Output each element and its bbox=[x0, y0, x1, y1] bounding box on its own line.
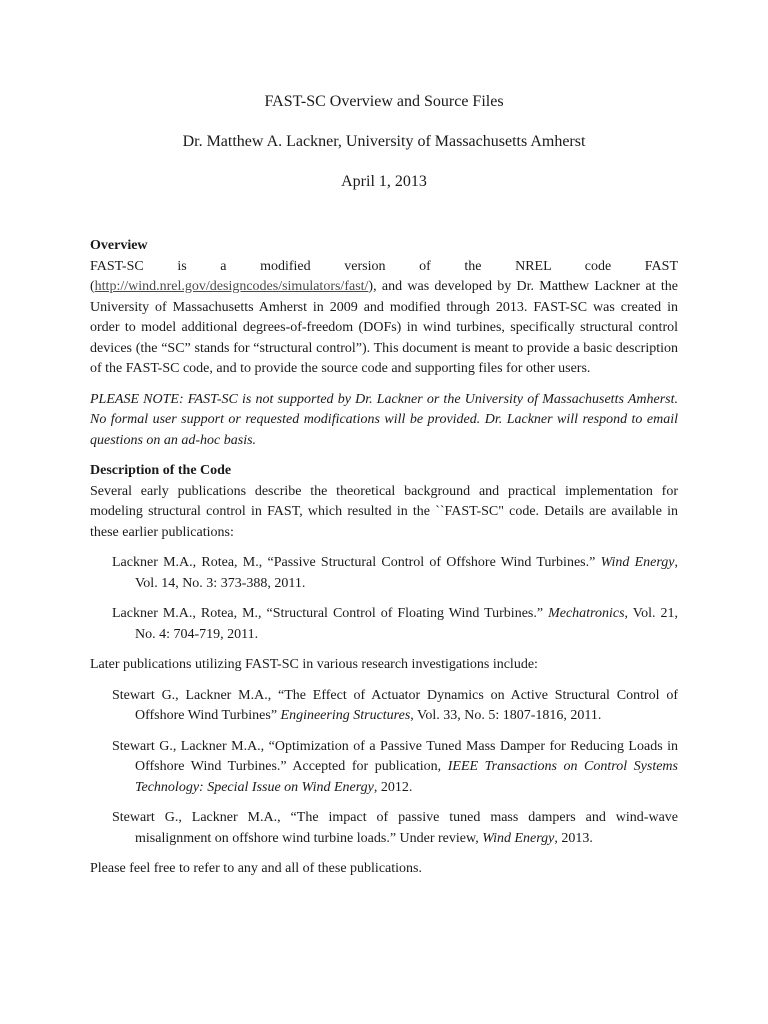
ref-journal: Engineering Structures bbox=[280, 708, 411, 723]
overview-first-line: FAST-SC is a modified version of the NREL code FAST bbox=[90, 258, 678, 274]
overview-heading: Overview bbox=[90, 238, 148, 253]
description-section bbox=[90, 461, 678, 880]
description-heading: Description of the Code bbox=[90, 463, 232, 478]
ref-details: , Vol. 33, No. 5: 1807-1816, 2011. bbox=[410, 708, 602, 723]
document-page bbox=[90, 92, 678, 880]
closing-line: Please feel free to refer to any and all of these publications. bbox=[90, 861, 422, 876]
ref-details: , Vol. 14, No. 3: 373-388, 2011. bbox=[135, 555, 678, 591]
overview-paragraph bbox=[90, 277, 678, 380]
ref-journal: Wind Energy bbox=[482, 830, 555, 846]
reference-item bbox=[90, 604, 678, 645]
later-publications-intro: Later publications utilizing FAST-SC in various research investigations include: bbox=[90, 657, 538, 672]
document-title: FAST-SC Overview and Source Files bbox=[264, 93, 504, 110]
ref-details: , 2012. bbox=[373, 779, 413, 795]
date-line: April 1, 2013 bbox=[341, 173, 427, 190]
ref-text: Lackner M.A., Rotea, M., “Structural Control of Floating Wind Turbines.” bbox=[112, 606, 549, 621]
reference-item bbox=[90, 686, 678, 727]
ref-journal: Wind Energy bbox=[600, 555, 675, 570]
ref-details: , Vol. 21, No. 4: 704-719, 2011. bbox=[135, 606, 678, 642]
ref-journal: IEEE Transactions on Control Systems Technology: Special Issue on Wind Energy bbox=[135, 759, 678, 795]
overview-body: ), and was developed by Dr. Matthew Lackner at the University of Massachusetts Amherst in 2009 and modified through 2013. FAST-SC was created in order to model additional degrees-of-freedom (DOFs) in wind turbines, specifically structural control devices (the “SC” stands for “structural control”). This document is meant to provide a basic description of the FAST-SC code, and to provide the source code and supporting files for other users. bbox=[90, 279, 678, 376]
open-paren: ( bbox=[90, 279, 95, 294]
reference-item bbox=[90, 808, 678, 849]
ref-text: Stewart G., Lackner M.A., “Optimization of a Passive Tuned Mass Damper for Reducing Loads in Offshore Wind Turbines.” Accepted for publication, bbox=[112, 738, 678, 774]
support-note: PLEASE NOTE: FAST-SC is not supported by Dr. Lackner or the University of Massachusetts Amherst. No formal user support or requested modifications will be provided. Dr. Lackner will respond to email questions on an ad-hoc basis. bbox=[90, 391, 678, 448]
description-intro: Several early publications describe the theoretical background and practical implementation for modeling structural control in FAST, which resulted in the ``FAST-SC" code. Details are available in these earlier publications: bbox=[90, 483, 678, 540]
fast-link[interactable]: http://wind.nrel.gov/designcodes/simulators/fast/ bbox=[94, 279, 369, 294]
ref-journal: Mechatronics bbox=[548, 606, 625, 621]
title-block bbox=[90, 92, 678, 192]
ref-text: Stewart G., Lackner M.A., “The Effect of Actuator Dynamics on Active Structural Control of Offshore Wind Turbines” bbox=[112, 687, 678, 723]
ref-text: Stewart G., Lackner M.A., “The impact of passive tuned mass dampers and wind-wave misalignment on offshore wind turbine loads.” Under review, bbox=[112, 810, 678, 846]
author-line: Dr. Matthew A. Lackner, University of Massachusetts Amherst bbox=[182, 133, 586, 150]
overview-section bbox=[90, 236, 678, 451]
ref-text: Lackner M.A., Rotea, M., “Passive Structural Control of Offshore Wind Turbines.” bbox=[112, 555, 601, 570]
reference-item bbox=[90, 737, 678, 799]
reference-item bbox=[90, 553, 678, 594]
ref-details: , 2013. bbox=[554, 830, 593, 846]
